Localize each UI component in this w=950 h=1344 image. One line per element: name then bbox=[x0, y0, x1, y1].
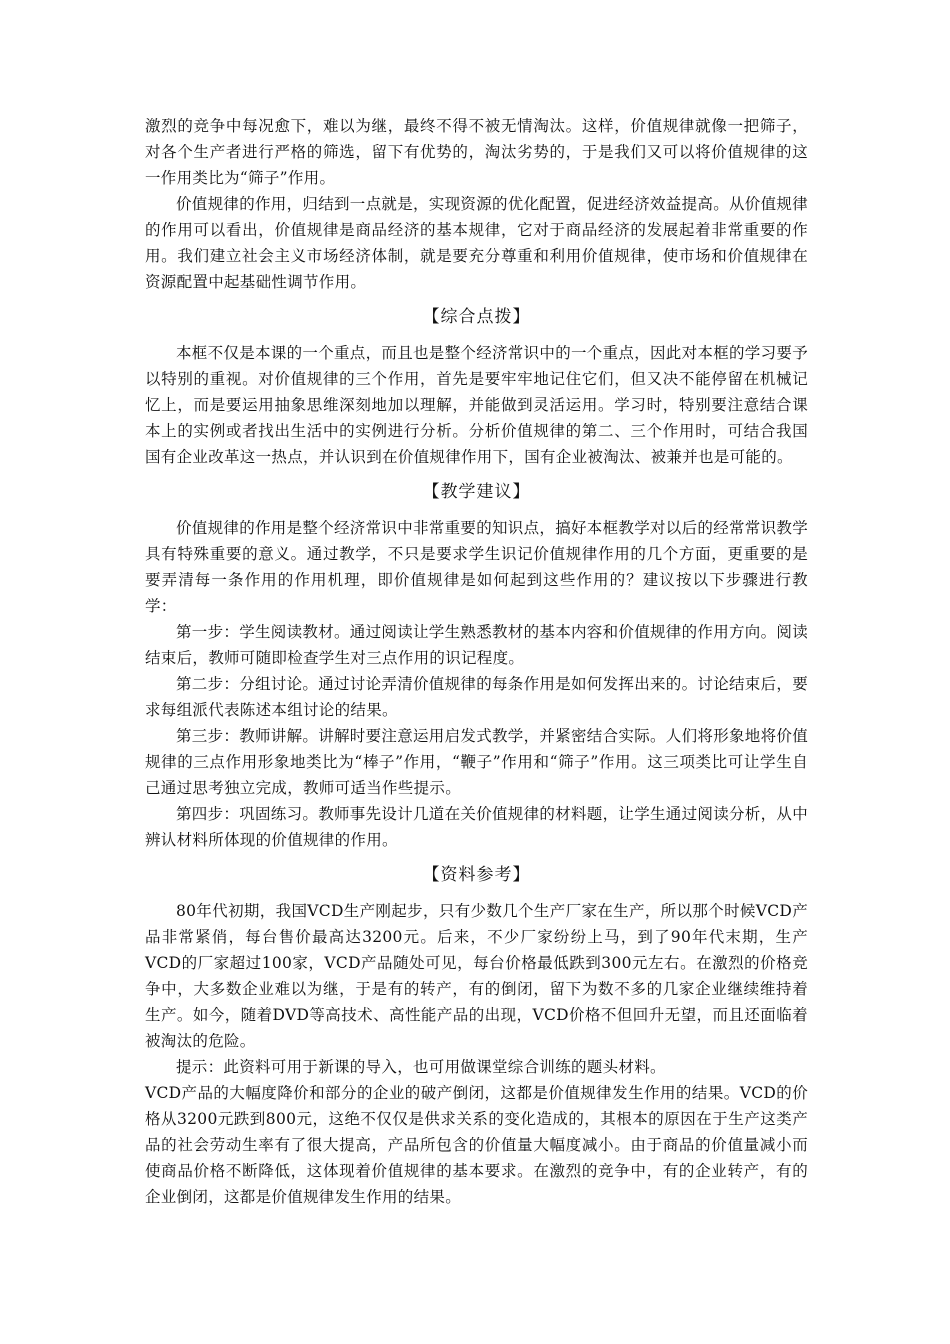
guide-paragraph: 本框不仅是本课的一个重点，而且也是整个经济常识中的一个重点，因此对本框的学习要予以特别的重视。对价值规律的三个作用，首先是要牢牢地记住它们，但又决不能停留在机械记忆上，而是要运用抽象思维深刻地加以理解，并能做到灵活运用。学习时，特别要注意结合课本上的实例或者找出生活中的实例进行分析。分析价值规律的第二、三个作用时，可结合我国国有企业改革这一热点，并认识到在价值规律作用下，国有企业被淘汰、被兼并也是可能的。 bbox=[145, 344, 809, 466]
document-page bbox=[145, 113, 808, 1210]
teaching-step-2: 第二步：分组讨论。通过讨论弄清价值规律的每条作用是如何发挥出来的。讨论结束后，要求每组派代表陈述本组讨论的结果。 bbox=[145, 675, 809, 719]
reference-paragraph-1: 80年代初期，我国VCD生产刚起步，只有少数几个生产厂家在生产，所以那个时候VCD产品非常紧俏，每台售价最高达3200元。后来，不少厂家纷纷上马，到了90年代末期，生产VCD的厂家超过100家，VCD产品随处可见，每台价格最低跌到300元左右。在激烈的价格竞争中，大多数企业难以为继，于是有的转产，有的倒闭，留下为数不多的几家企业继续维持着生产。如今，随着DVD等高技术、高性能产品的出现，VCD价格不但回升无望，而且还面临着被淘汰的危险。 bbox=[145, 902, 808, 1050]
reference-heading: 【资料参考】 bbox=[422, 865, 531, 885]
teaching-paragraph: 价值规律的作用是整个经济常识中非常重要的知识点，搞好本框教学对以后的经常常识教学具有特殊重要的意义。通过教学，不只是要求学生识记价值规律作用的几个方面，更重要的是要弄清每一条作用的作用机理，即价值规律是如何起到这些作用的？建议按以下步骤进行教学： bbox=[145, 519, 809, 615]
reference-paragraph-2: VCD产品的大幅度降价和部分的企业的破产倒闭，这都是价值规律发生作用的结果。VCD的价格从3200元跌到800元，这绝不仅仅是供求关系的变化造成的，其根本的原因在于生产这类产品的社会劳动生率有了很大提高，产品所包含的价值量大幅度减小。由于商品的价值量减小而使商品价格不断降低，这体现着价值规律的基本要求。在激烈的竞争中，有的企业转产，有的企业倒闭，这都是价值规律发生作用的结果。 bbox=[145, 1084, 808, 1206]
intro-paragraph-1: 激烈的竞争中每况愈下，难以为继，最终不得不被无情淘汰。这样，价值规律就像一把筛子，对各个生产者进行严格的筛选，留下有优势的，淘汰劣势的，于是我们又可以将价值规律的这一作用类比为“筛子”作用。 bbox=[145, 117, 808, 187]
teaching-heading: 【教学建议】 bbox=[422, 482, 531, 502]
intro-paragraph-2: 价值规律的作用，归结到一点就是，实现资源的优化配置，促进经济效益提高。从价值规律的作用可以看出，价值规律是商品经济的基本规律，它对于商品经济的发展起着非常重要的作用。我们建立社会主义市场经济体制，就是要充分尊重和利用价值规律，使市场和价值规律在资源配置中起基础性调节作用。 bbox=[145, 195, 809, 291]
teaching-step-4: 第四步：巩固练习。教师事先设计几道在关价值规律的材料题，让学生通过阅读分析，从中辨认材料所体现的价值规律的作用。 bbox=[145, 805, 809, 849]
teaching-step-3: 第三步：教师讲解。讲解时要注意运用启发式教学，并紧密结合实际。人们将形象地将价值规律的三点作用形象地类比为“棒子”作用，“鞭子”作用和“筛子”作用。这三项类比可让学生自己通过思考独立完成，教师可适当作些提示。 bbox=[145, 727, 809, 797]
guide-heading: 【综合点拨】 bbox=[422, 307, 531, 327]
reference-tip: 提示：此资料可用于新课的导入，也可用做课堂综合训练的题头材料。 bbox=[176, 1058, 666, 1076]
teaching-step-1: 第一步：学生阅读教材。通过阅读让学生熟悉教材的基本内容和价值规律的作用方向。阅读结束后，教师可随即检查学生对三点作用的识记程度。 bbox=[145, 623, 809, 667]
